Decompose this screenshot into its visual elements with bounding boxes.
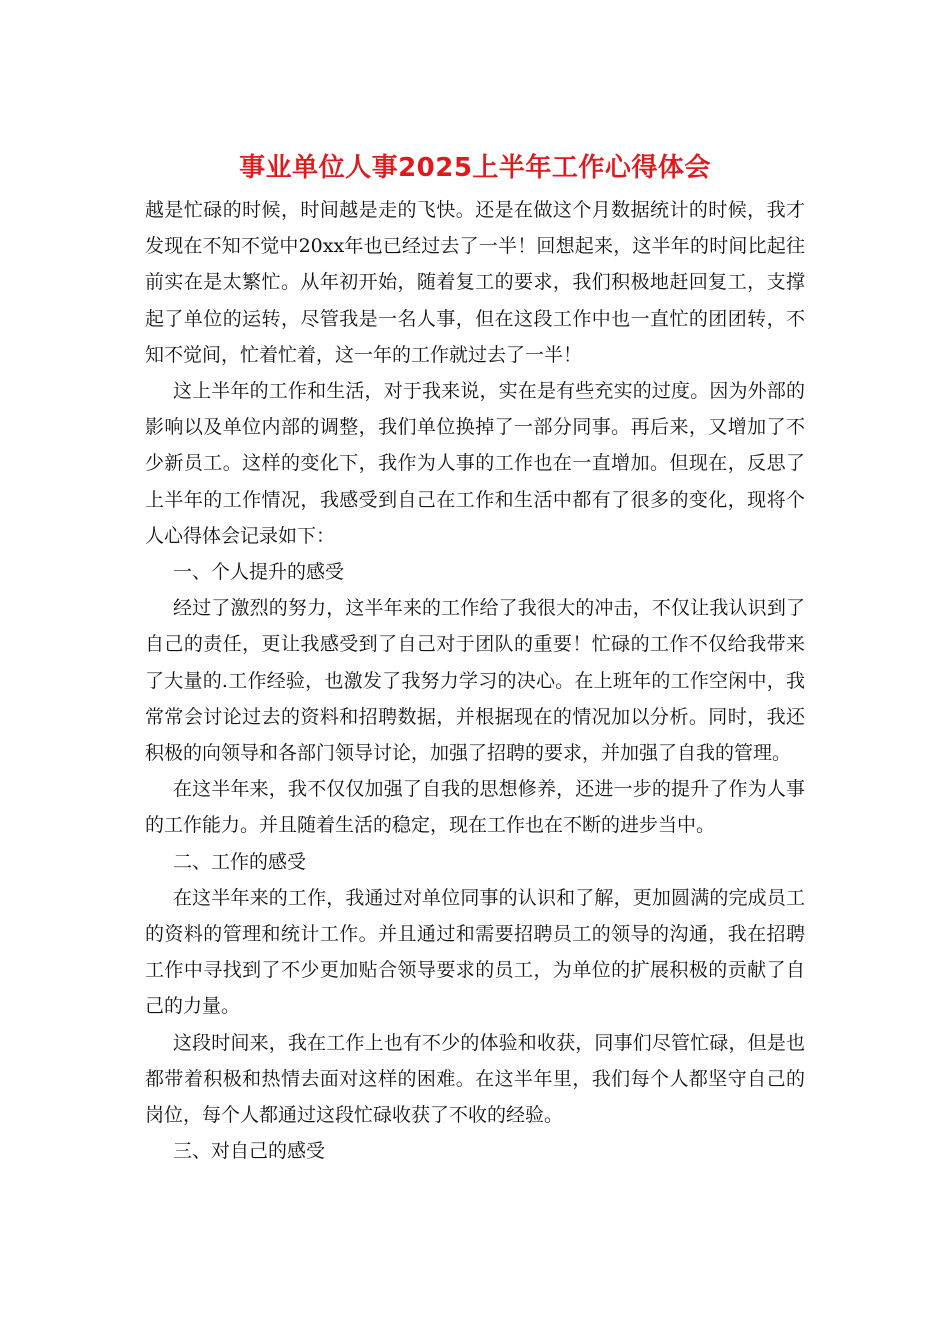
section-heading-work-feelings: 二、工作的感受 xyxy=(173,850,307,873)
paragraph-intro: 越是忙碌的时候，时间越是走的飞快。还是在做这个月数据统计的时候，我才发现在不知不觉中20xx年也已经过去了一半！回想起来，这半年的时间比起往前实在是太繁忙。从年初开始，随着复工的要求，我们积极地赶回复工，支撑起了单位的运转，尽管我是一名人事，但在这段工作中也一直忙的团团转，不知不觉间，忙着忙着，这一年的工作就过去了一半！ xyxy=(145,199,805,366)
paragraph-team-experience: 这段时间来，我在工作上也有不少的体验和收获，同事们尽管忙碌，但是也都带着积极和热情去面对这样的困难。在这半年里，我们每个人都坚守自己的岗位，每个人都通过这段忙碌收获了不收的经验。 xyxy=(145,1031,805,1127)
paragraph-self-improvement: 在这半年来，我不仅仅加强了自我的思想修养，还进一步的提升了作为人事的工作能力。并且随着生活的稳定，现在工作也在不断的进步当中。 xyxy=(145,778,805,837)
paragraph-personal-growth: 经过了激烈的努力，这半年来的工作给了我很大的冲击，不仅让我认识到了自己的责任，更让我感受到了自己对于团队的重要！忙碌的工作不仅给我带来了大量的.工作经验，也激发了我努力学习的决心。在上班年的工作空闲中，我常常会讨论过去的资料和招聘数据，并根据现在的情况加以分析。同时，我还积极的向领导和各部门领导讨论，加强了招聘的要求，并加强了自我的管理。 xyxy=(145,597,805,765)
document-title: 事业单位人事2025上半年工作心得体会 xyxy=(239,153,711,183)
paragraph-work-feelings: 在这半年来的工作，我通过对单位同事的认识和了解，更加圆满的完成员工的资料的管理和统计工作。并且通过和需要招聘员工的领导的沟通，我在招聘工作中寻找到了不少更加贴合领导要求的员工，为单位的扩展积极的贡献了自己的力量。 xyxy=(145,886,805,1018)
section-heading-personal-growth: 一、个人提升的感受 xyxy=(173,561,345,584)
section-heading-self-feelings: 三、对自己的感受 xyxy=(173,1140,326,1163)
paragraph-first-half-summary: 这上半年的工作和生活，对于我来说，实在是有些充实的过度。因为外部的影响以及单位内部的调整，我们单位换掉了一部分同事。再后来，又增加了不少新员工。这样的变化下，我作为人事的工作也在一直增加。但现在，反思了上半年的工作情况，我感受到自己在工作和生活中都有了很多的变化，现将个人心得体会记录如下： xyxy=(145,380,805,547)
document-body xyxy=(145,192,805,1169)
